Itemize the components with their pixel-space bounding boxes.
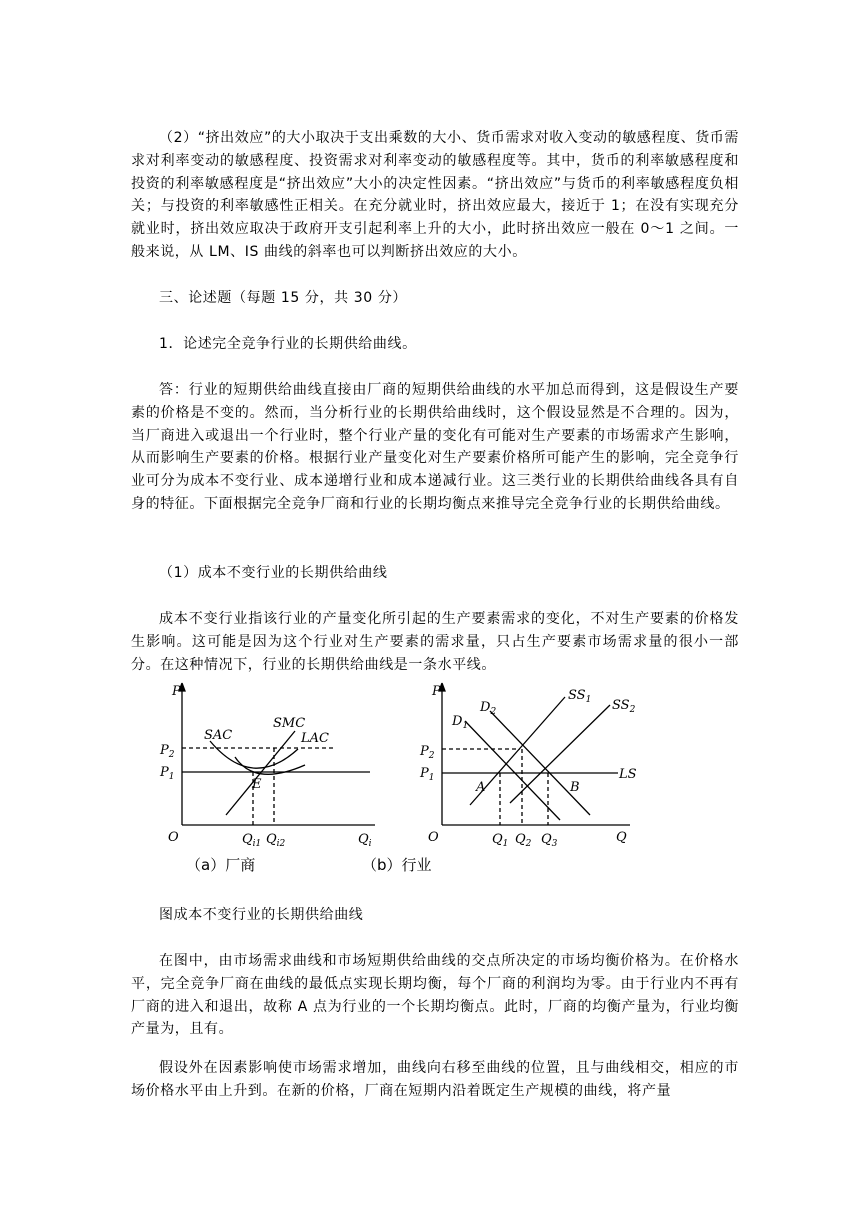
ss2-curve: [510, 705, 610, 803]
figure-caption: 图成本不变行业的长期供给曲线: [159, 907, 364, 923]
svg-text:P2: $P_2$: [160, 743, 175, 760]
svg-text:O: O: [428, 830, 439, 845]
svg-text:A: A: [476, 780, 486, 795]
sac-curve: [210, 741, 298, 768]
svg-text:P: P: [432, 684, 441, 699]
svg-text:SS2: $SS_2$: [612, 698, 636, 715]
caption-industry: （b）行业: [362, 856, 432, 874]
industry-diagram: [439, 683, 630, 825]
caption-firm: （a）厂商: [186, 856, 256, 874]
svg-text:LAC: LAC: [301, 731, 329, 746]
svg-text:O: O: [168, 830, 179, 845]
firm-diagram: [179, 683, 375, 825]
industry-labels: [419, 684, 637, 849]
svg-text:B: B: [570, 780, 580, 795]
svg-text:P1: $P_1$: [420, 766, 435, 783]
svg-text:SS1: $SS_1$: [568, 688, 592, 705]
svg-text:Q1: $Q_1$: [492, 832, 509, 849]
svg-text:D2: $D_2$: [480, 700, 497, 717]
smc-curve: [226, 731, 295, 815]
figure-constant-cost-supply: [160, 675, 637, 849]
svg-text:P1: $P_1$: [160, 765, 175, 782]
section-heading: 三、论述题（每题 15 分，共 30 分）: [159, 290, 408, 306]
svg-text:Q2: $Q_2$: [515, 832, 532, 849]
svg-text:SMC: SMC: [273, 716, 306, 731]
analysis-paragraph: 在图中，由市场需求曲线和市场短期供给曲线的交点所决定的市场均衡价格为。在价格水平，完全竞争厂商在曲线的最低点实现长期均衡，每个厂商的利润均为零。由于行业内不再有厂商的进入和退出，故称 A 点为行业的一个长期均衡点。此时，厂商的均衡产量为，行业均衡产量为，且有。: [131, 953, 739, 1038]
answer-paragraph: 答：行业的短期供给曲线直接由厂商的短期供给曲线的水平加总而得到，这是假设生产要素的价格是不变的。然而，当分析行业的长期供给曲线时，这个假设显然是不合理的。因为，当厂商进入或退出一个行业时，整个行业产量的变化有可能对生产要素的市场需求产生影响，从而影响生产要素的价格。根据行业产量变化对生产要素价格所可能产生的影响，完全竞争行业可分为成本不变行业、成本递增行业和成本递减行业。这三类行业的长期供给曲线各具有自身的特征。下面根据完全竞争厂商和行业的长期均衡点来推导完全竞争行业的长期供给曲线。: [131, 382, 739, 512]
svg-text:P: P: [172, 684, 181, 699]
subsection-heading: （1）成本不变行业的长期供给曲线: [159, 565, 388, 581]
paragraph-crowding-out: （2）“挤出效应”的大小取决于支出乘数的大小、货币需求对收入变动的敏感程度、货币需求对利率变动的敏感程度、投资需求对利率变动的敏感程度等。其中，货币的利率敏感程度和投资的利率敏感程度是“挤出效应”大小的决定性因素。“挤出效应”与货币的利率敏感程度负相关；与投资的利率敏感性正相关。在充分就业时，挤出效应最大，接近于 1；在没有实现充分就业时，挤出效应取决于政府开支引起利率上升的大小，此时挤出效应一般在 0～1 之间。一般来说，从 LM、IS 曲线的斜率也可以判断挤出效应的大小。: [131, 130, 740, 260]
svg-text:SAC: SAC: [204, 728, 233, 743]
svg-text:Qi1: $Q_{i1}$: [242, 832, 262, 849]
d1-curve: [465, 721, 560, 820]
constant-cost-paragraph: 成本不变行业指该行业的产量变化所引起的生产要素需求的变化，不对生产要素的价格发生影响。这可能是因为这个行业对生产要素的需求量，只占生产要素市场需求量的很小一部分。在这种情况下，行业的长期供给曲线是一条水平线。: [131, 611, 739, 673]
svg-text:LS: LS: [619, 767, 637, 782]
svg-text:Q3: $Q_3$: [541, 832, 558, 849]
svg-text:E: E: [252, 777, 262, 792]
svg-text:P2: $P_2$: [420, 744, 435, 761]
svg-text:Qi2: $Q_{i2}$: [266, 832, 286, 849]
analysis-paragraph-2: 假设外在因素影响使市场需求增加，曲线向右移至曲线的位置，且与曲线相交，相应的市场价格水平由上升到。在新的价格，厂商在短期内沿着既定生产规模的曲线，将产量: [131, 1060, 739, 1099]
svg-text:D1: $D_1$: [452, 714, 469, 731]
question-title: 1．论述完全竞争行业的长期供给曲线。: [159, 336, 417, 352]
svg-text:Qi: $Q_i$: [358, 832, 372, 849]
svg-text:Q: Q: [616, 830, 627, 845]
